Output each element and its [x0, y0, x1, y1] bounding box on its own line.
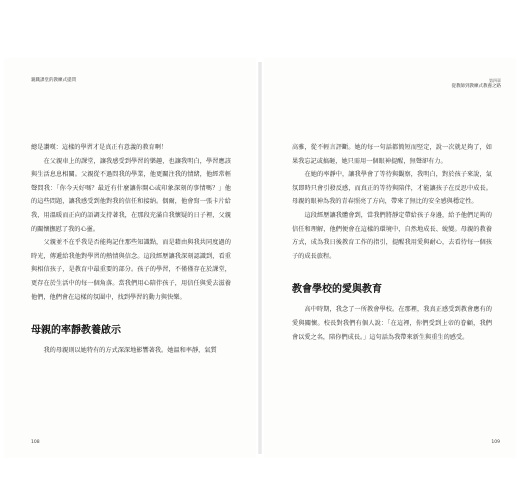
right-paragraph-2: 在她的率靜中，讓我學會了等待與觀察，我明白，對於孩子來說，氣氛即時只會引發反感，而真正的等待與陪伴，才能讓孩子在反思中成長。母親的眼神為我的青春照亮了方向，帶來了無比的安全感與穩定性。 — [292, 171, 492, 206]
left-body-text — [31, 141, 231, 358]
left-running-head: 親職課堂的教練式提問 — [31, 78, 76, 83]
right-running-head — [452, 78, 502, 90]
left-section-heading: 母親的率靜教養啟示 — [31, 325, 121, 337]
book-gutter — [258, 62, 262, 454]
right-running-head-chapter: 第四章 — [489, 78, 501, 83]
right-page — [264, 58, 516, 458]
right-paragraph-4: 高中時期，我念了一所教會學校。在那裡，我真正感受到教會應有的愛與關懷。校長對我們有個人說：「在這裡，你們受到上帝的眷顧，我們會以愛之名，陪你們成長。」這句話為我帶來新生與重生的感受。 — [292, 306, 492, 341]
right-page-number: 109 — [491, 440, 500, 445]
left-page-number: 108 — [31, 440, 40, 445]
left-page — [4, 58, 256, 458]
left-paragraph-4: 我的母親則以她特有的方式深深地影響著我。她溫和率靜，氣質 — [43, 347, 217, 355]
right-paragraph-3: 這段經歷讓我體會到，當我們將靜定帶給孩子身邊，給予他們足夠的信任和理解，他們便會在這樣的環境中，自然地成長、蛻變。母親的教養方式，成為我日後教育工作的指引，提醒我用愛與耐心，去看待每一個孩子的成長旅程。 — [292, 211, 492, 260]
right-paragraph-1: 高雅，從不輕言評斷。她的每一句話都簡短而堅定，說一次就足夠了，如果我忘記或搞砸，她只需用一個眼神提醒，無聲卻有力。 — [292, 144, 492, 165]
left-paragraph-1: 總是讚嘆：這樣的學習才是真正有意義的教育啊！ — [31, 144, 168, 151]
left-paragraph-2: 在父親車上的課堂，讓我感受到學習的樂趣，也讓我明白，學習應該與生活息息相關。父親從不過問我的學業，他更關注我的情緒，他經常輕聲問我：「你今天好嗎？最近有什麼讓你開心或印象深刻的事情嗎？」他的這些問題，讓我感受到他對我的信任和接納。偶爾，他會寫一張卡片給我，用溫暖而正向的語調支持著我，在那段充滿自我懷疑的日子裡，父親的關懷撫慰了我的心靈。 — [31, 157, 231, 233]
right-body-text — [292, 141, 492, 344]
right-running-head-title: 從教師到教練式教養之路 — [451, 84, 501, 89]
right-section-heading: 教會學校的愛與教育 — [292, 284, 382, 296]
left-paragraph-3: 父親並不在乎我是否能夠記住那些知識點，而是藉由與我共同度過的時光，傳遞給我他對學習的熱情與信念。這段經歷讓我深刻認識到，看重與相信孩子，是教育中最重要的部分。孩子的學習，不僅僅存在於課堂，更存在於生活中的每一個角落。當我們用心陪伴孩子，用信任與愛去滋養他們，他們會在這樣的氛圍中，找到學習的動力與快樂。 — [31, 239, 231, 301]
